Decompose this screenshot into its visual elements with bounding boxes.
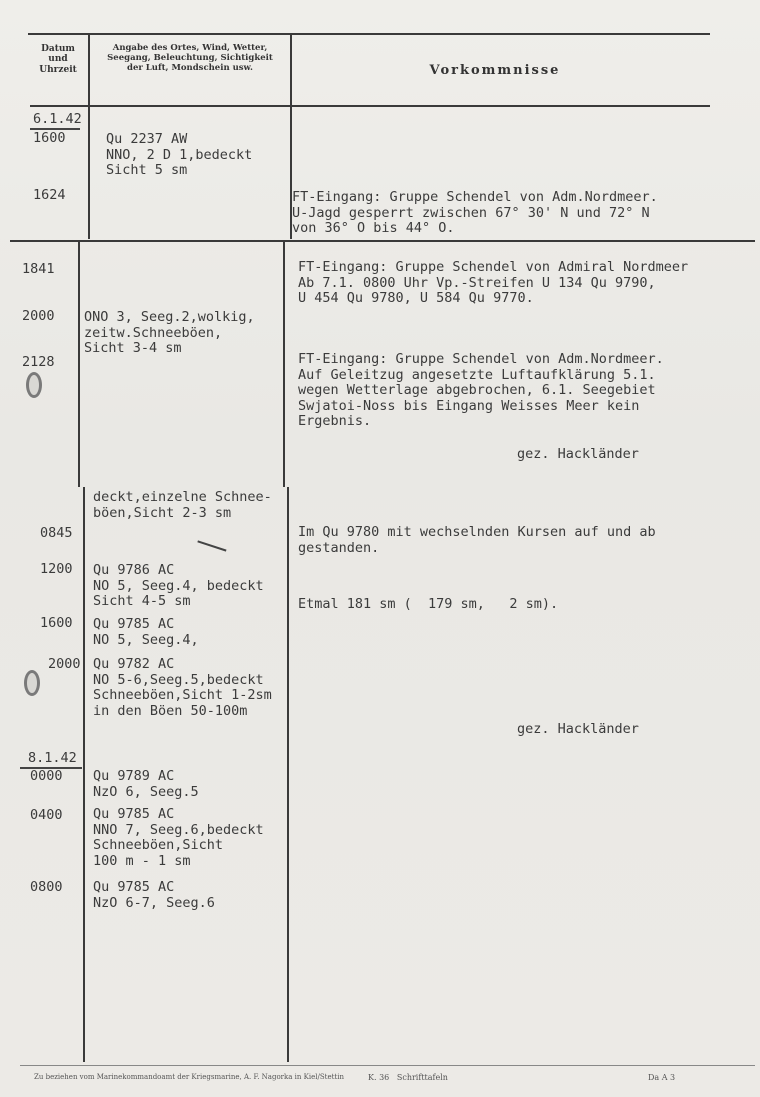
punch-hole-mark: [26, 372, 42, 398]
top-rule: [28, 33, 710, 35]
header-events-label: Vorkommnisse: [429, 63, 561, 78]
entry-time: 0000: [30, 768, 63, 784]
col-divider-1-top: [88, 34, 90, 239]
col-divider-1-low: [83, 487, 85, 1062]
col-divider-2-low: [287, 487, 289, 1062]
entry-weather: ONO 3, Seeg.2,wolkig, zeitw.Schneeböen, Sicht 3-4 sm: [84, 309, 255, 356]
entry-time: 0400: [30, 807, 63, 823]
signature: gez. Hackländer: [517, 446, 639, 462]
entry-event: Im Qu 9780 mit wechselnden Kursen auf und ab gestanden.: [298, 524, 656, 556]
header-date-label: Datum und Uhrzeit: [39, 44, 77, 75]
col-divider-2-mid: [283, 242, 285, 487]
footer-form-code: Da A 3: [648, 1073, 676, 1082]
weather-continuation: deckt,einzelne Schnee- böen,Sicht 2-3 sm: [93, 489, 272, 521]
entry-weather: Qu 9785 AC NO 5, Seeg.4,: [93, 616, 199, 648]
col-divider-1-mid: [78, 242, 80, 487]
entry-weather: Qu 9786 AC NO 5, Seeg.4, bedeckt Sicht 4-5 sm: [93, 562, 264, 609]
entry-time: 1624: [33, 187, 66, 203]
entry-weather: Qu 9789 AC NzO 6, Seeg.5: [93, 768, 199, 800]
entry-weather: Qu 9785 AC NzO 6-7, Seeg.6: [93, 879, 215, 911]
entry-weather: Qu 9785 AC NNO 7, Seeg.6,bedeckt Schneeböen,Sicht 100 m - 1 sm: [93, 806, 264, 869]
entry-time: 1841: [22, 261, 55, 277]
entry-weather: Qu 2237 AW NNO, 2 D 1,bedeckt Sicht 5 sm: [106, 131, 253, 178]
entry-event: FT-Eingang: Gruppe Schendel von Admiral Nordmeer Ab 7.1. 0800 Uhr Vp.-Streifen U 134 Qu 9790, U 454 Qu 9780, U 584 Qu 9770.: [298, 259, 689, 306]
date-6-1-42: 6.1.42: [33, 111, 82, 127]
entry-event: FT-Eingang: Gruppe Schendel von Adm.Nordmeer. Auf Geleitzug angesetzte Luftaufklärung 5.1. wegen Wetterlage abgebrochen, 6.1. Seegebiet Swjatoi-Noss bis Eingang Weisses Meer kein Ergebnis.: [298, 351, 664, 429]
entry-event: Etmal 181 sm ( 179 sm, 2 sm).: [298, 596, 559, 612]
entry-time: 2128: [22, 354, 55, 370]
entry-time: 2000: [48, 656, 81, 672]
pen-stroke: [198, 540, 227, 551]
entry-time: 1600: [33, 130, 66, 146]
entry-time: 0845: [40, 525, 73, 541]
signature: gez. Hackländer: [517, 721, 639, 737]
date-8-1-42: 8.1.42: [28, 750, 77, 766]
header-bottom-rule: [30, 105, 710, 107]
header-weather-label: Angabe des Ortes, Wind, Wetter, Seegang, Beleuchtung, Sichtigkeit der Luft, Mondschein usw.: [107, 43, 273, 73]
entry-time: 2000: [22, 308, 55, 324]
footer-form-number: K. 36 Schrifttafeln: [368, 1073, 448, 1082]
footer-imprint: Zu beziehen vom Marinekommandoamt der Kriegsmarine, A. F. Nagorka in Kiel/Stettin: [34, 1073, 344, 1081]
punch-hole-mark: [24, 670, 40, 696]
entry-time: 0800: [30, 879, 63, 895]
entry-time: 1200: [40, 561, 73, 577]
entry-event: FT-Eingang: Gruppe Schendel von Adm.Nordmeer. U-Jagd gesperrt zwischen 67° 30' N und 72° N von 36° O bis 44° O.: [292, 189, 658, 236]
footer-rule: [20, 1065, 755, 1066]
section-rule: [10, 240, 755, 242]
entry-weather: Qu 9782 AC NO 5-6,Seeg.5,bedeckt Schneeböen,Sicht 1-2sm in den Böen 50-100m: [93, 656, 272, 719]
entry-time: 1600: [40, 615, 73, 631]
